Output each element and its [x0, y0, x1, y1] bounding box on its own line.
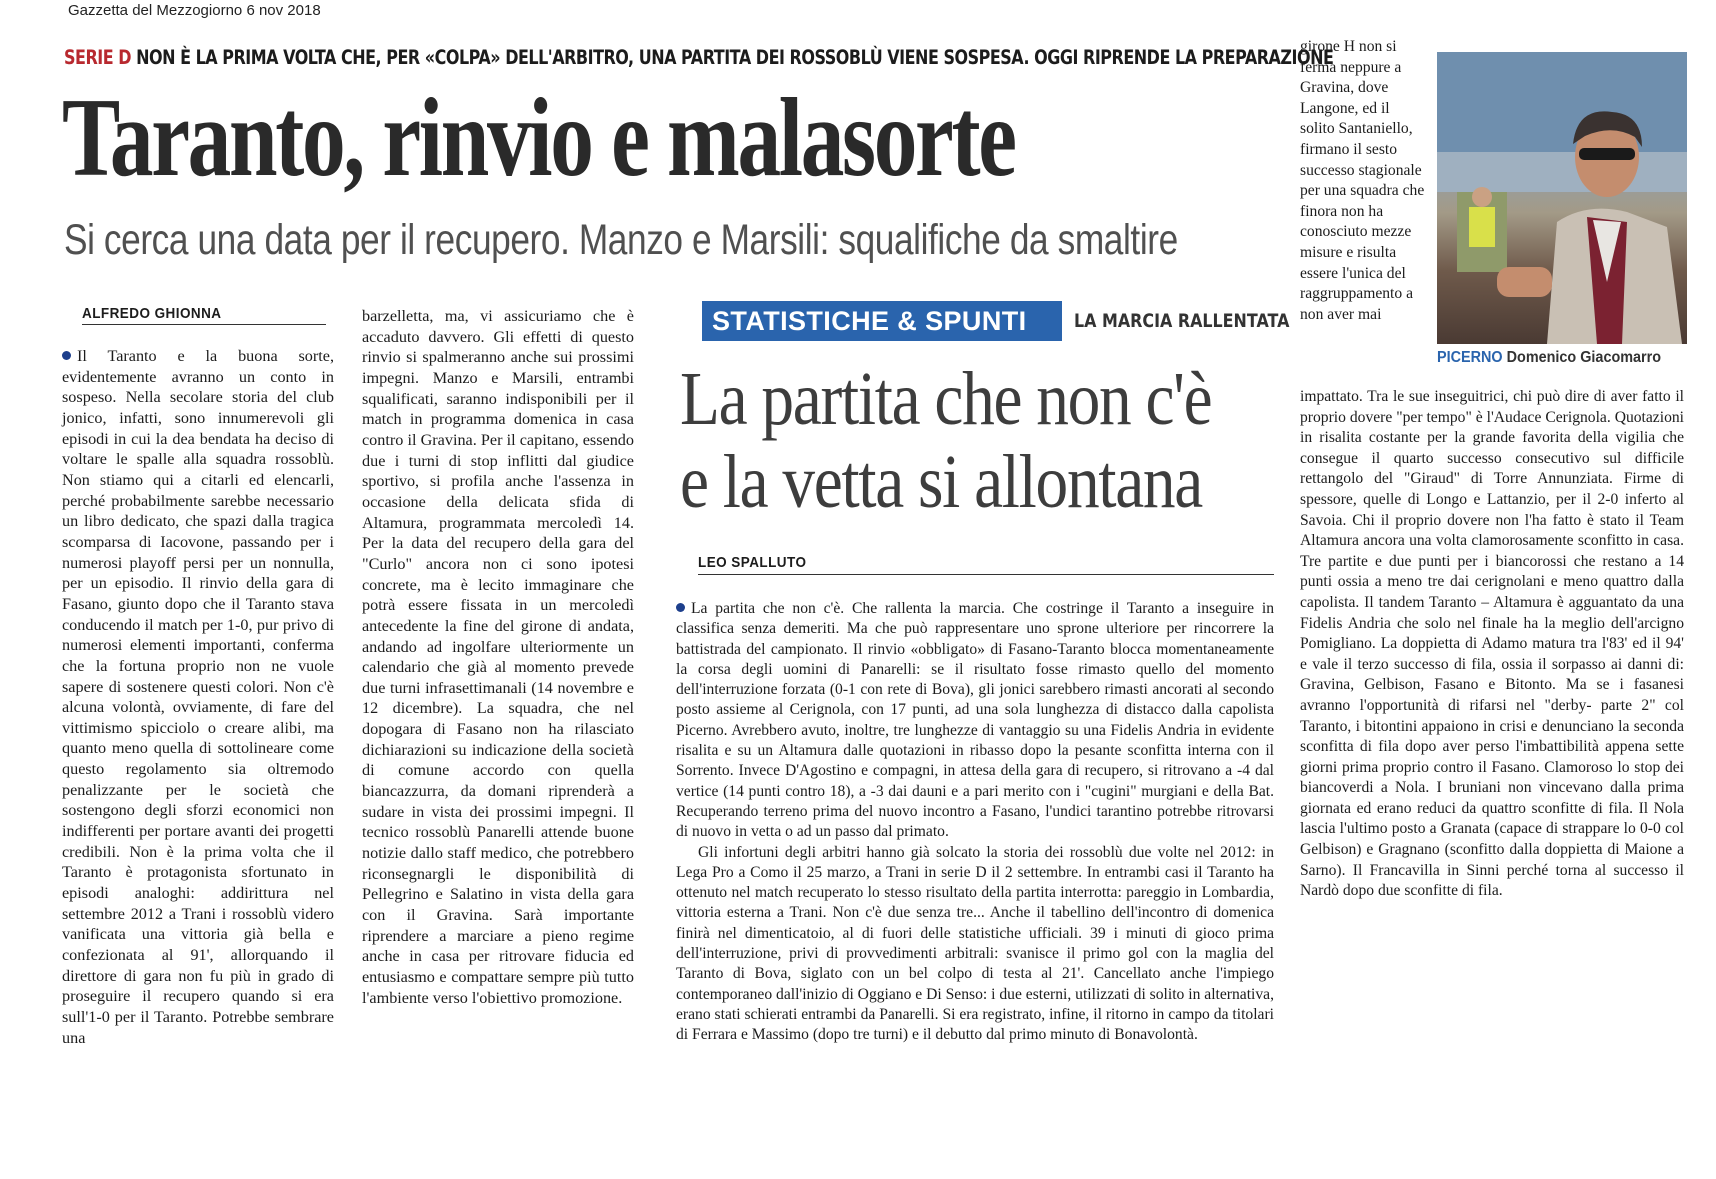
article2-headline-line1: La partita che non c'è	[680, 357, 1212, 441]
article2-column-2-top	[1300, 37, 1426, 325]
article2-col4b: impattato. Tra le sue inseguitrici, chi può dire di aver fatto il proprio dovere "per tempo" è l'Audace Cerignola. Quotazioni in risalita costante per la grande favorita della vigilia che consegue il quarto successo consecutivo sul difficile rettangolo del "Giraud" di Torre Annunziata. Firme di spessore, quelle di Longo e Lattanzio, per il 2-0 inferto al Savoia. Chi il proprio dovere non l'ha fatto è stato il Team Altamura ancora una volta clamorosamente sconfitto in casa. Tre partite e due punti per i biancorossi che restano a 14 punti ossia a meno tre dai cerignolani e meno quattro dalla capolista. Il tandem Taranto – Altamura è agguantato da una Fidelis Andria che solo nel finale ha la meglio dell'arcigno Pomigliano. La doppietta di Adamo matura tra l'83' ed il 94' e vale il terzo successo di fila, ossia il sorpasso ai danni di: Gravina, Gelbison, Fasano e Bitonto. Ma se i fasanesi avranno l'opportunità di rifarsi nel "derby- parte 2" col Taranto, i bitontini appaiono in crisi e denunciano la seconda sconfitta di fila dopo aver perso l'imbattibilità appena sette giorni prima proprio contro il Fasano. Clamoroso lo stop dei biancoverdi a Nola. I bruniani non vincevano dalla prima giornata ed erano reduci da quattro sconfitte di fila. Il Nola lascia l'ultimo posto a Granata (capace di strappare lo 0-0 col Gelbison) e Gragnano (sconfitto dalla doppietta di Maione a Sarno). Il Francavilla in Sinni perché torna al successo il Nardò dopo due sconfitte di fila.	[1300, 388, 1684, 900]
article2-column-1	[676, 599, 1274, 1046]
byline-rule	[82, 324, 326, 325]
byline-ghionna: ALFREDO GHIONNA	[82, 305, 222, 322]
article2-para2: Gli infortuni degli arbitri hanno già solcato la storia dei rossoblù due volte nel 2012: in Lega Pro a Como il 25 marzo, a Trani in serie D il 2 settembre. In entrambi casi il Taranto ha ottenuto nel match recuperato lo stesso risultato della partita interrotta: pareggio in Lombardia, vittoria esterna a Trani. Non c'è due senza tre... Anche il tabellino dell'incontro di domenica finirà nel dimenticatoio, al di fuori delle statistiche ufficiali. 39 i minuti di gioco prima dell'interruzione, privi di provvedimenti arbitrali: svanisce il primo gol con la maglia del Taranto di Bova, siglato con un bel colpo di testa al 21'. Cancellato anche l'impiego contemporaneo dall'inizio di Oggiano e Di Senso: i due esterni, utilizzati di solito in alternativa, erano stati schierati entrambi da Panarelli. Si era registrato, infine, il ritorno in campo da titolari di Ferrara e Massimo (dopo tre turni) e il debutto dal primo minuto di Bonavolontà.	[676, 843, 1274, 1044]
caption-name: Domenico Giacomarro	[1506, 349, 1662, 366]
article2-kicker: LA MARCIA RALLENTATA	[1074, 311, 1290, 332]
bullet-icon	[676, 603, 685, 612]
article2-col4a: girone H non si ferma neppure a Gravina, dove Langone, ed il solito Santaniello, firmano il sesto successo stagionale per una squadra che finora non ha conosciuto mezze misure e risulta essere l'unica del raggruppamento a non aver mai	[1300, 38, 1425, 323]
section-tag: SERIE D	[64, 46, 132, 69]
publication-date: 6 nov 2018	[246, 2, 321, 19]
byline-spalluto: LEO SPALLUTO	[698, 554, 807, 571]
article2-headline	[680, 358, 1213, 524]
coach-photo-illustration	[1437, 52, 1687, 344]
photo-caption	[1437, 349, 1661, 367]
article1-column-1	[62, 346, 334, 1048]
source-line	[68, 2, 321, 19]
article-kicker	[64, 46, 1334, 69]
section-banner: STATISTICHE & SPUNTI	[702, 301, 1062, 341]
article1-text-col1: Il Taranto e la buona sorte, evidentemente avranno un conto in sospeso. Nella secolare storia del club jonico, infatti, sono innumerevoli gli episodi in cui la dea bendata ha deciso di voltare le spalle alla squadra rossoblù. Non stiamo qui a citarli ed elencarli, perché probabilmente sarebbe necessario un libro dedicato, che spazi dalla tragica scomparsa di Iacovone, passando per i numerosi playoff persi per un nonnulla, per un episodio. Il rinvio della gara di Fasano, giunto dopo che il Taranto stava conducendo il match per 1-0, pur privo di numerosi elementi importanti, conferma che la fortuna proprio non ne vuole sapere di sostenere questi colori. Non c'è alcuna volontà, ovviamente, di fare del vittimismo spicciolo o creare alibi, ma quanto meno quella di sottolineare come questo regolamento sia oltremodo penalizzante per le società che sostengono degli sforzi economici non indifferenti per portare avanti dei progetti credibili. Non è la prima volta che il Taranto è protagonista sfortunato in episodi analoghi: addirittura nel settembre 2012 a Trani i rossoblù videro vanificata una vittoria già bella e confezionata al 91', allorquando il direttore di gara non fu più in grado di proseguire il recupero quando si era sull'1-0 per il Taranto. Potrebbe sembrare una	[62, 347, 334, 1047]
article2-headline-line2: e la vetta si allontana	[680, 440, 1203, 524]
article1-column-2	[362, 306, 634, 1008]
byline-rule	[698, 574, 1274, 575]
subheadline: Si cerca una data per il recupero. Manzo e Marsili: squalifiche da smaltire	[64, 216, 1178, 264]
publication-name: Gazzetta del Mezzogiorno	[68, 2, 243, 19]
article2-para1: La partita che non c'è. Che rallenta la marcia. Che costringe il Taranto a inseguire in classifica senza demeriti. Ma che può rappresentare uno sprone ulteriore per rincorrere la battistrada del campionato. Il rinvio «obbligato» di Fasano-Taranto blocca momentaneamente la corsa degli uomini di Panarelli: se il risultato fosse rimasto quello del momento dell'interruzione forzata (0-1 con rete di Bova), gli jonici sarebbero rimasti ancorati al secondo posto assieme al Cerignola, con 17 punti, ad una sola lunghezza di distacco dalla capolista Picerno. Avrebbero avuto, inoltre, tre lunghezze di vantaggio su una Fidelis Andria in evidente risalita e su un Altamura dalle quotazioni in ribasso dopo la pesante sconfitta interna con il Sorrento. Invece D'Agostino e compagni, in attesa della gara di recupero, si ritrovano a -4 dal vertice (14 punti contro 18), a -3 dai dauni e a pari merito con i "cugini" murgiani e della Bat. Recuperando terreno prima del nuovo incontro a Fasano, l'undici tarantino potrebbe ritrovarsi di nuovo in vetta o ad un passo dal primato.	[676, 600, 1274, 841]
article1-text-col2: barzelletta, ma, vi assicuriamo che è accaduto davvero. Gli effetti di questo rinvio si spalmeranno anche sui prossimi impegni. Manzo e Marsili, entrambi squalificati, saranno indisponibili per il match in programma domenica in casa contro il Gravina. Per il capitano, essendo due i turni di stop inflitti dal giudice sportivo, si profila anche l'assenza in occasione della delicata sfida di Altamura, programmata mercoledì 14. Per la data del recupero della gara del "Curlo" ancora non ci sono ipotesi concrete, ma è lecito immaginare che potrà essere fissata in un mercoledì antecedente la fine del girone di andata, andando ad ingolfare ulteriormente un calendario che già al momento prevede due turni infrasettimanali (14 novembre e 12 dicembre). La squadra, che nel dopogara di Fasano non ha rilasciato dichiarazioni su indicazione della società di comune accordo con quella biancazzurra, da domani riprenderà a sudare in vista dei prossimi impegni. Il tecnico rossoblù Panarelli attende buone notizie dallo staff medico, che potrebbero riconsegnargli le disponibilità di Pellegrino e Salatino in vista della gara con il Gravina. Sarà importante riprendere a marciare a pieno regime anche in casa per ritrovare fiducia ed entusiasmo e compattare sempre più tutto l'ambiente verso l'obiettivo promozione.	[362, 307, 634, 1007]
coach-photo	[1437, 52, 1687, 344]
main-headline: Taranto, rinvio e malasorte	[62, 76, 1015, 200]
kicker-text: NON È LA PRIMA VOLTA CHE, PER «COLPA» DELL'ARBITRO, UNA PARTITA DEI ROSSOBLÙ VIENE SOSPESA. OGGI RIPRENDE LA PREPARAZIONE	[136, 46, 1334, 69]
article2-column-2-bottom	[1300, 387, 1684, 902]
bullet-icon	[62, 351, 71, 360]
caption-place: PICERNO	[1437, 349, 1503, 366]
